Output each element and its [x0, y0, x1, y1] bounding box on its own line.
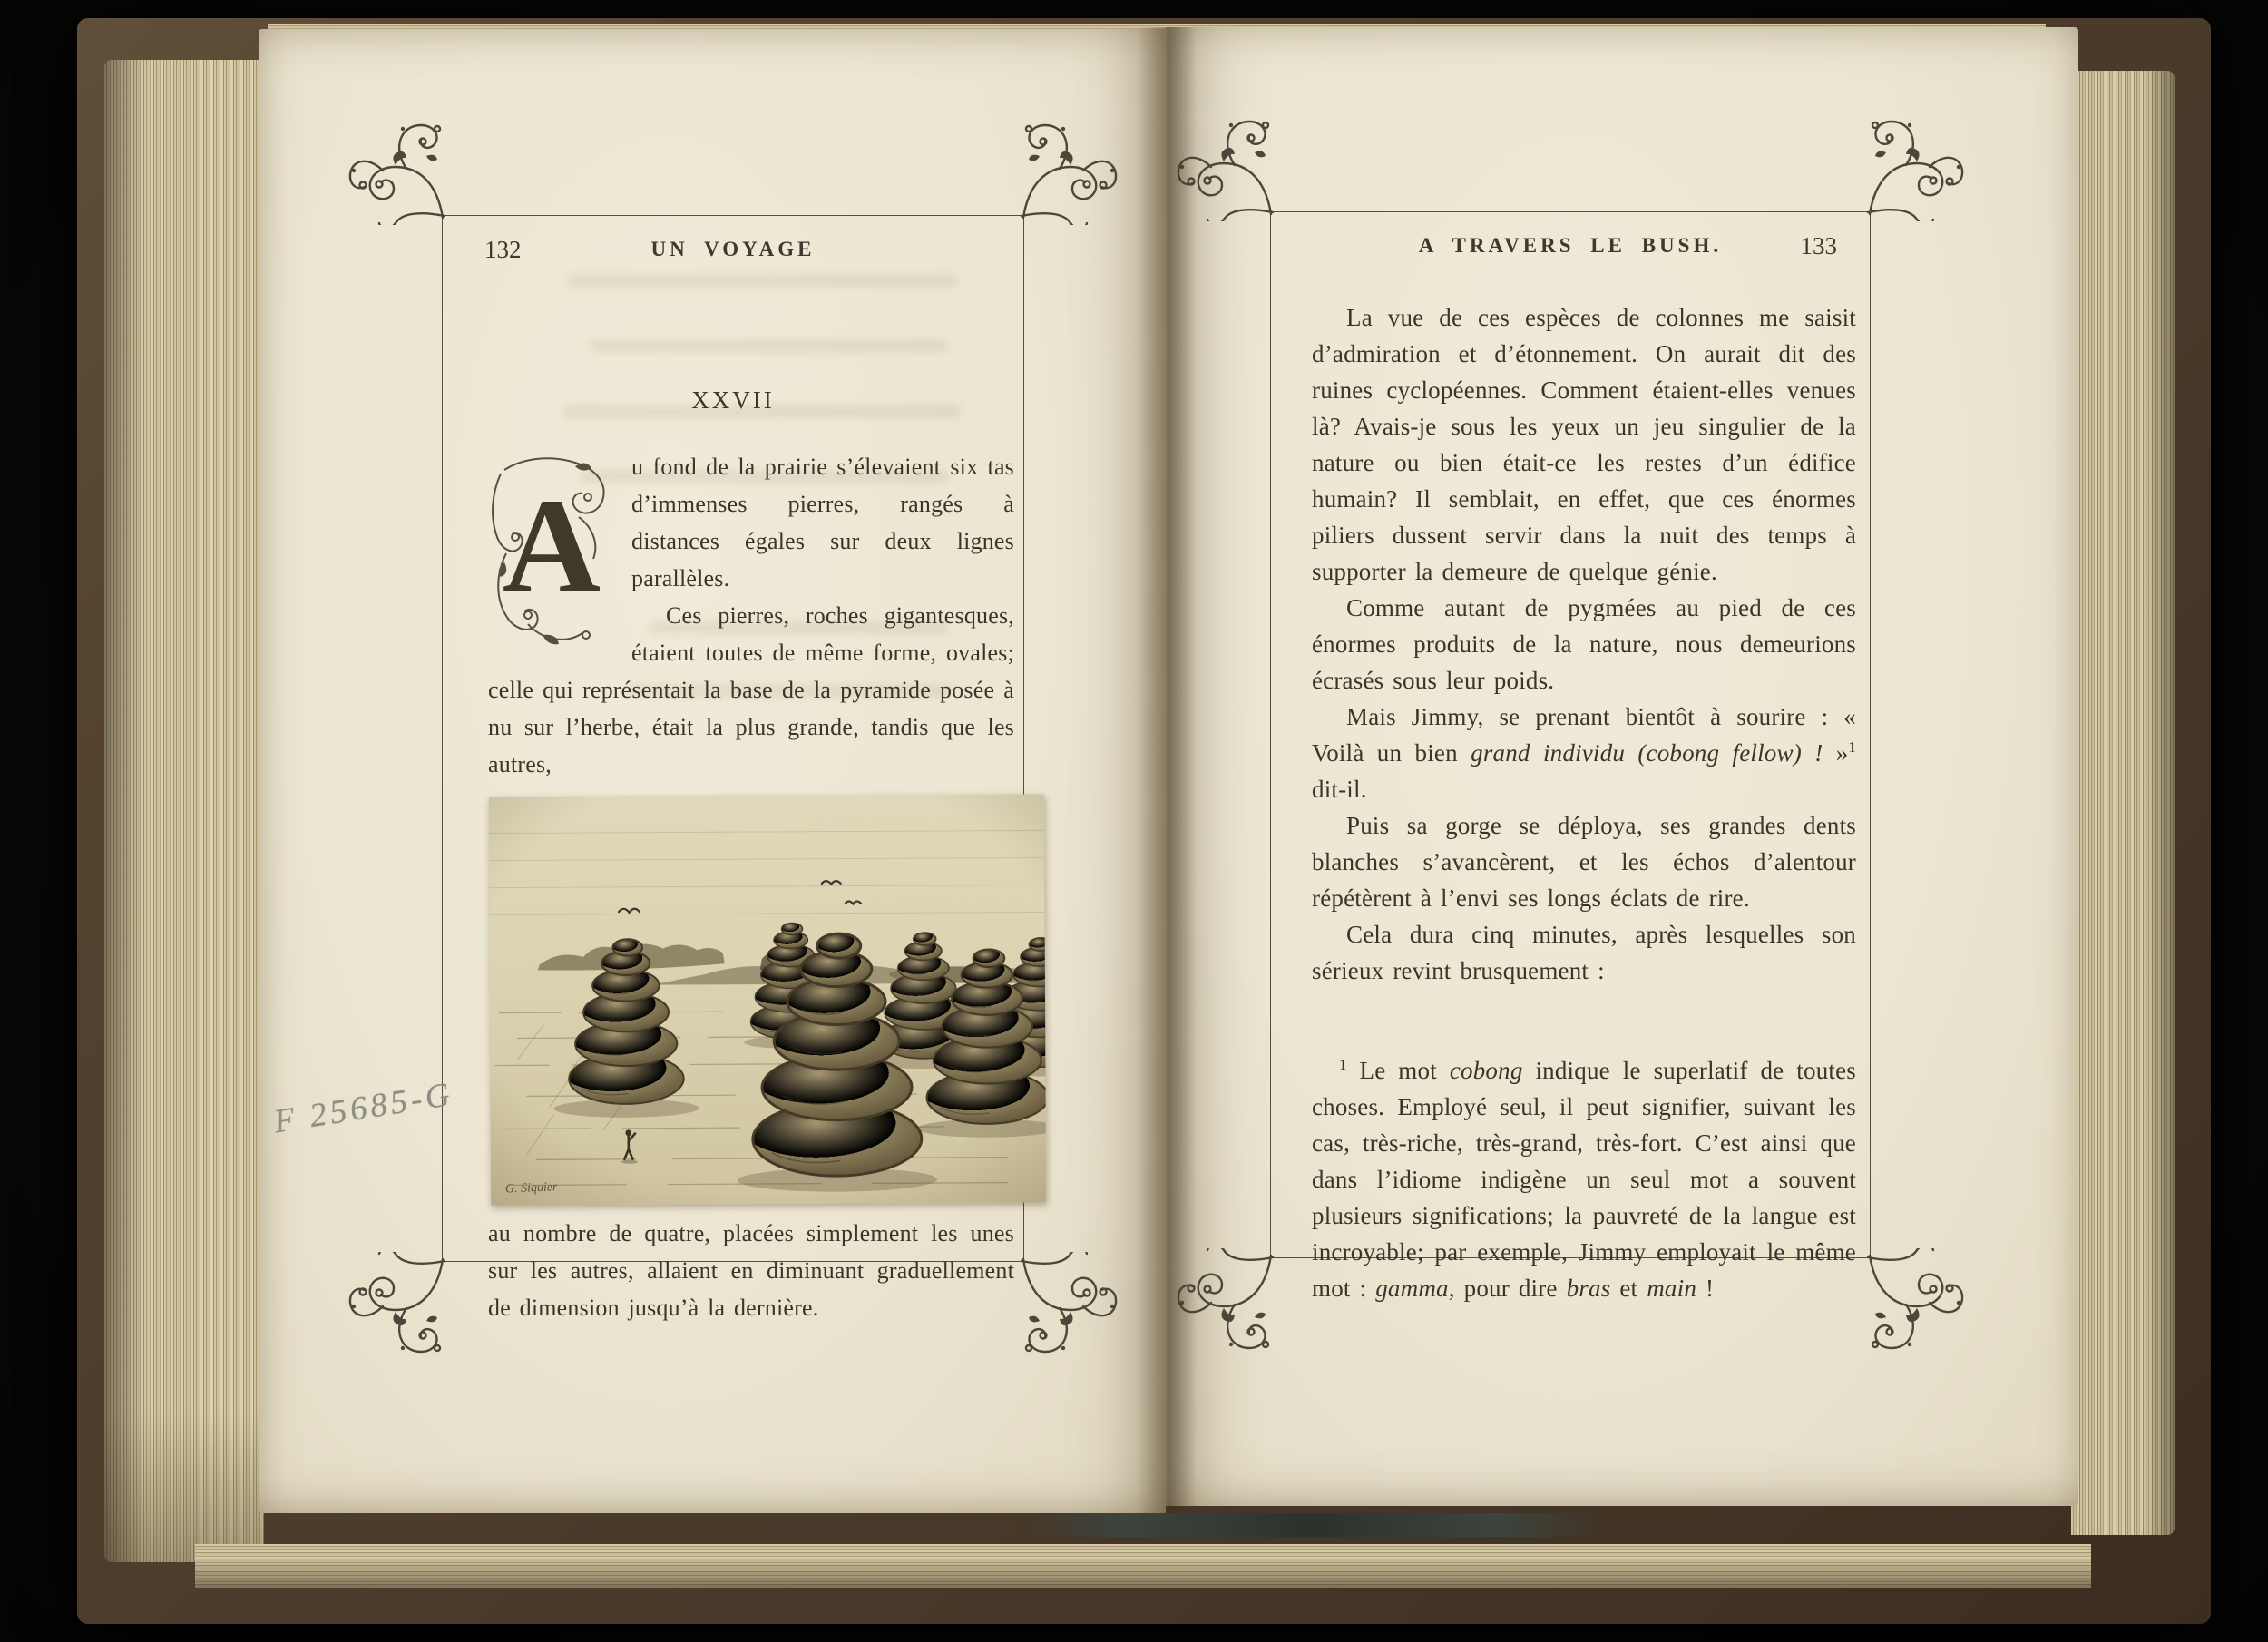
footnote-reference: 1: [1848, 738, 1856, 756]
corner-flourish-icon: [1014, 116, 1123, 225]
left-page-frame: [442, 215, 1024, 1321]
running-header: UN VOYAGE: [650, 238, 816, 260]
paragraph: Cela dura cinq minutes, après lesquelles son sérieux revint brusquement :: [1312, 921, 1856, 984]
left-page: [259, 29, 1166, 1513]
right-page: [1166, 27, 2078, 1506]
running-header: A TRAVERS LE BUSH.: [1418, 234, 1723, 257]
paragraph: au nombre de quatre, placées simplement les unes sur les autres, allaient en diminuant graduellement de dimension jusqu’à la dernière.: [488, 1220, 1014, 1321]
paragraph: Puis sa gorge se déploya, ses grandes dents blanches s’avancèrent, et les échos d’alentour répétèrent à l’envi ses longs éclats de rire.: [1312, 812, 1856, 912]
spine-bottom: [1021, 1513, 1601, 1537]
page-number: 132: [484, 236, 522, 263]
left-page-text: [443, 448, 1023, 1326]
page-edges-bottom: [195, 1544, 2091, 1588]
right-page-frame: [1270, 211, 1871, 1302]
paragraph: Ces pierres, roches gigantesques, étaient toutes de même forme, ovales; celle qui représentait la base de la pyramide posée à nu sur l’herbe, était la plus grande, tandis que les autres,: [488, 602, 1014, 777]
engraving-cairns: [489, 794, 1046, 1205]
corner-flourish-icon: [1014, 1252, 1123, 1361]
pencil-inventory-note: F 25685-G: [271, 1075, 456, 1141]
paragraph: [488, 448, 1014, 621]
chapter-heading: XXVII: [691, 386, 775, 414]
corner-flourish-icon: [343, 1252, 452, 1361]
paragraph-text: u fond de la prairie s’élevaient six tas d’immenses pierres, rangés à distances égales sur deux lignes parallèles.: [631, 454, 1014, 591]
footnote-marker: 1: [1339, 1056, 1347, 1073]
paragraph: La vue de ces espèces de colonnes me saisit d’admiration et d’étonnement. On aurait dit des ruines cyclopéennes. Comment étaient-elles venues là? Avais-je sous les yeux un jeu singulier de la nature ou bien était-ce les restes d’un édifice humain? Il semblait, en effet, que ces énormes piliers dussent servir dans la nuit des temps à supporter la demeure de quelque génie.: [1312, 304, 1856, 585]
right-page-text: [1271, 299, 1870, 1306]
footnote: [1312, 1052, 1856, 1306]
corner-flourish-icon: [1171, 1248, 1280, 1357]
corner-flourish-icon: [1861, 1248, 1970, 1357]
paragraph: Comme autant de pygmées au pied de ces énormes produits de la nature, nous demeurions écrasés sous leur poids.: [1312, 594, 1856, 694]
footnote-text: $^1$ Le mot cobong indique le superlatif de toutes choses. Employé seul, il peut signifier, suivant les cas, très-riche, très-grand, très-fort. C’est ainsi que dans l’idiome indigène un seul mot a souvent plusieurs significations; la pauvreté de la langue est incroyable; par exemple, Jimmy employait le même mot : gamma, pour dire bras et main !: [1312, 1056, 1856, 1302]
svg-text:A: A: [502, 471, 601, 621]
paragraph: Mais Jimmy, se prenant bientôt à sourire : « Voilà un bien grand individu (cobong fellow) ! »$^1$ dit-il.: [1312, 703, 1856, 803]
engraving-signature: G. Siquier: [504, 1180, 558, 1197]
ornate-initial-A: [488, 454, 615, 653]
corner-flourish-icon: [1861, 112, 1970, 221]
page-fore-edges-left: [104, 60, 264, 1562]
corner-flourish-icon: [1171, 112, 1280, 221]
page-number: 133: [1800, 232, 1837, 259]
page-fore-edges-right: [2071, 71, 2175, 1535]
corner-flourish-icon: [343, 116, 452, 225]
right-page-header: [1271, 234, 1870, 265]
book: [77, 18, 2211, 1624]
left-page-header: [443, 238, 1023, 269]
